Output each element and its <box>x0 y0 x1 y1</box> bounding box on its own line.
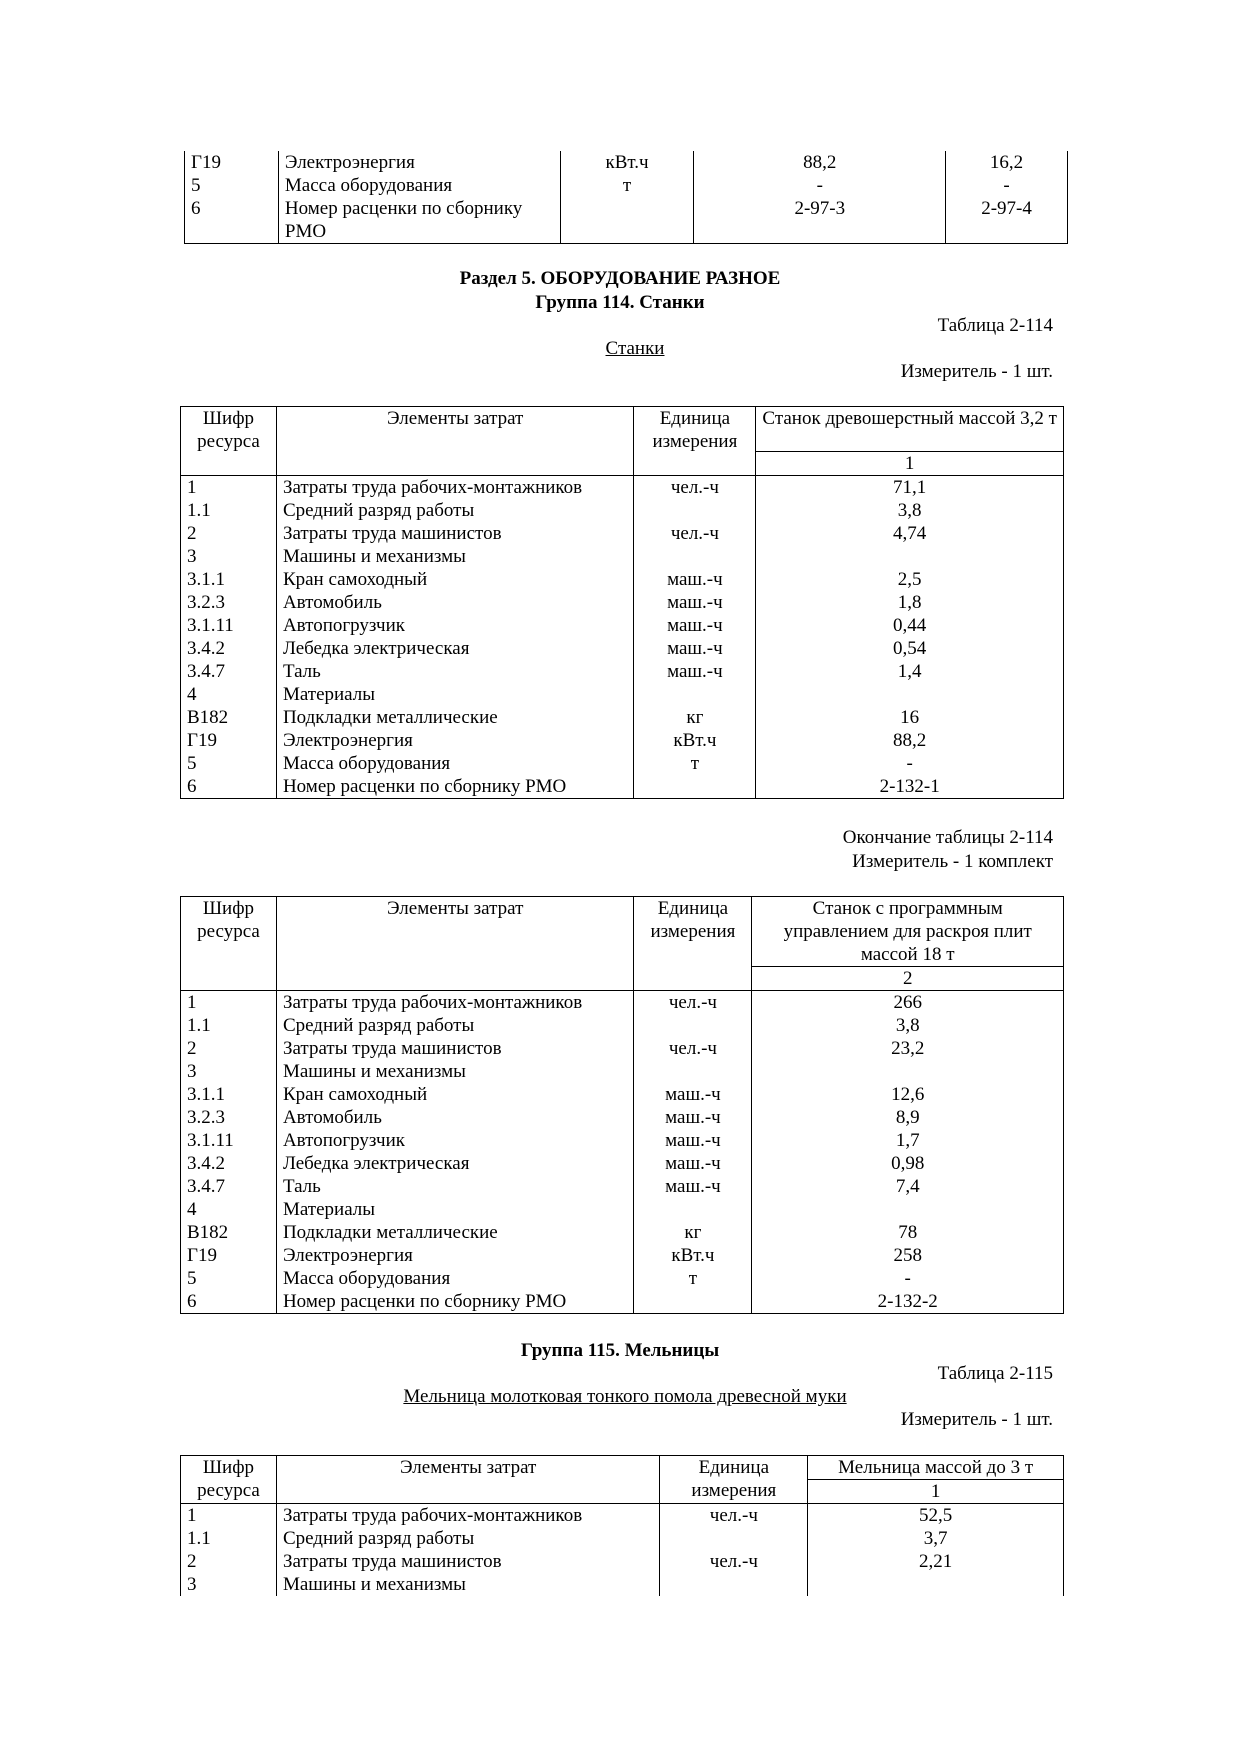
cell-code: 3.4.2 <box>181 1152 277 1175</box>
cell-value-2: 2-97-4 <box>946 197 1068 244</box>
cell-name: Электроэнергия <box>276 729 633 752</box>
cell-name: Затраты труда машинистов <box>276 1550 659 1573</box>
cell-code: 6 <box>181 1290 277 1314</box>
cell-name: Материалы <box>276 683 633 706</box>
cell-name: Автопогрузчик <box>276 614 633 637</box>
cell-value: 4,74 <box>756 522 1064 545</box>
cell-value: 7,4 <box>752 1175 1064 1198</box>
table-row <box>181 752 1064 775</box>
cell-code: 3 <box>181 1060 277 1083</box>
cell-name: Машины и механизмы <box>276 1573 659 1596</box>
cell-value: 2-132-1 <box>756 775 1064 799</box>
table-row <box>181 1527 1064 1550</box>
cell-name: Лебедка электрическая <box>276 637 633 660</box>
head-name: Элементы затрат <box>276 1456 659 1504</box>
cell-name: Автомобиль <box>276 591 633 614</box>
head-value: Станок древошерстный массой 3,2 т <box>756 407 1064 452</box>
cell-unit: маш.-ч <box>634 1106 752 1129</box>
head-col-num: 1 <box>808 1480 1064 1504</box>
cell-value: 1,4 <box>756 660 1064 683</box>
cell-unit <box>634 1014 752 1037</box>
cell-unit: чел.-ч <box>660 1550 808 1573</box>
table-row <box>181 660 1064 683</box>
cell-value: 3,7 <box>808 1527 1064 1550</box>
table-row <box>181 775 1064 799</box>
cell-code: Г19 <box>181 1244 277 1267</box>
table-row <box>181 614 1064 637</box>
cell-value-2: - <box>946 174 1068 197</box>
cell-unit: чел.-ч <box>660 1504 808 1528</box>
cell-unit <box>634 1290 752 1314</box>
table-row <box>181 545 1064 568</box>
meter-label-2: Измеритель - 1 комплект <box>852 851 1053 872</box>
cell-unit <box>634 545 756 568</box>
cell-unit: кВт.ч <box>560 151 694 174</box>
table-row <box>185 174 1068 197</box>
cell-name: Электроэнергия <box>278 151 560 174</box>
cell-unit <box>560 197 694 244</box>
table-row <box>181 1175 1064 1198</box>
cell-code: 1 <box>181 991 277 1015</box>
cell-code: 3.4.7 <box>181 1175 277 1198</box>
table-row <box>181 1060 1064 1083</box>
cell-name: Автопогрузчик <box>276 1129 634 1152</box>
cell-code: 3.1.1 <box>181 568 277 591</box>
cell-value-1: - <box>694 174 946 197</box>
table-row <box>181 1083 1064 1106</box>
table-row <box>181 729 1064 752</box>
cell-unit <box>634 499 756 522</box>
cell-value: 3,8 <box>752 1014 1064 1037</box>
table-row <box>181 991 1064 1015</box>
table-row <box>181 637 1064 660</box>
cell-name: Номер расценки по сборнику РМО <box>278 197 560 244</box>
cell-unit: кг <box>634 1221 752 1244</box>
cell-value: 2,5 <box>756 568 1064 591</box>
cell-code: 3.4.2 <box>181 637 277 660</box>
head-code: Шифр ресурса <box>181 407 277 476</box>
cell-value: 266 <box>752 991 1064 1015</box>
cell-unit: т <box>634 752 756 775</box>
cell-value <box>752 1060 1064 1083</box>
table-continuation-label: Окончание таблицы 2-114 <box>842 827 1053 848</box>
cell-value: 1,8 <box>756 591 1064 614</box>
table-row <box>185 151 1068 174</box>
cell-unit: т <box>560 174 694 197</box>
cell-code: В182 <box>181 1221 277 1244</box>
cell-code: 1.1 <box>181 1014 277 1037</box>
cell-code: 4 <box>181 683 277 706</box>
cell-value <box>756 545 1064 568</box>
cell-unit: чел.-ч <box>634 476 756 500</box>
cell-code: 6 <box>181 775 277 799</box>
table-row <box>181 1504 1064 1528</box>
cell-name: Подкладки металлические <box>276 706 633 729</box>
cell-unit <box>660 1527 808 1550</box>
cell-name: Затраты труда рабочих-монтажников <box>276 991 634 1015</box>
cell-unit <box>634 683 756 706</box>
table-row <box>181 1550 1064 1573</box>
cell-name: Лебедка электрическая <box>276 1152 634 1175</box>
cell-value <box>808 1573 1064 1596</box>
table-row <box>181 683 1064 706</box>
table-row <box>181 1106 1064 1129</box>
head-value: Мельница массой до 3 т <box>808 1456 1064 1480</box>
cell-name: Затраты труда машинистов <box>276 1037 634 1060</box>
cell-value <box>756 683 1064 706</box>
cell-name: Средний разряд работы <box>276 499 633 522</box>
cell-value-1: 2-97-3 <box>694 197 946 244</box>
cell-code: Г19 <box>185 151 279 174</box>
cell-unit: маш.-ч <box>634 1175 752 1198</box>
table-subject-115: Мельница молотковая тонкого помола древесной муки <box>403 1386 847 1407</box>
table-row <box>185 197 1068 244</box>
cell-value: 3,8 <box>756 499 1064 522</box>
cell-value-2: 16,2 <box>946 151 1068 174</box>
cell-value: 88,2 <box>756 729 1064 752</box>
cell-name: Автомобиль <box>276 1106 634 1129</box>
table-row <box>181 522 1064 545</box>
head-unit: Единица измерения <box>634 407 756 476</box>
cell-code: 1 <box>181 1504 277 1528</box>
table-2-114-end <box>180 896 1064 1314</box>
cell-unit: маш.-ч <box>634 1083 752 1106</box>
cell-unit: маш.-ч <box>634 660 756 683</box>
head-unit: Единица измерения <box>660 1456 808 1504</box>
table-row <box>181 1014 1064 1037</box>
cell-name: Машины и механизмы <box>276 545 633 568</box>
cell-value: 78 <box>752 1221 1064 1244</box>
head-unit: Единица измерения <box>634 897 752 991</box>
cell-name: Затраты труда рабочих-монтажников <box>276 476 633 500</box>
cell-code: 3.1.11 <box>181 614 277 637</box>
head-code: Шифр ресурса <box>181 897 277 991</box>
head-col-num: 1 <box>756 452 1064 476</box>
cell-code: 6 <box>185 197 279 244</box>
table-row <box>181 1198 1064 1221</box>
cell-value: - <box>756 752 1064 775</box>
cell-unit: кВт.ч <box>634 1244 752 1267</box>
cell-unit: маш.-ч <box>634 1152 752 1175</box>
cell-code: В182 <box>181 706 277 729</box>
section-title: Раздел 5. ОБОРУДОВАНИЕ РАЗНОЕ <box>459 268 781 289</box>
table-label-115: Таблица 2-115 <box>937 1363 1053 1384</box>
cell-value: 258 <box>752 1244 1064 1267</box>
table-row <box>181 1129 1064 1152</box>
cell-code: 1 <box>181 476 277 500</box>
cell-value-1: 88,2 <box>694 151 946 174</box>
table-row <box>181 1152 1064 1175</box>
cell-code: 3.1.1 <box>181 1083 277 1106</box>
cell-name: Масса оборудования <box>278 174 560 197</box>
cell-name: Затраты труда рабочих-монтажников <box>276 1504 659 1528</box>
cell-code: Г19 <box>181 729 277 752</box>
table-row <box>181 1290 1064 1314</box>
cell-value: 23,2 <box>752 1037 1064 1060</box>
cell-value <box>752 1198 1064 1221</box>
table-row <box>181 1221 1064 1244</box>
cell-name: Номер расценки по сборнику РМО <box>276 1290 634 1314</box>
table-row <box>181 1037 1064 1060</box>
cell-unit: кВт.ч <box>634 729 756 752</box>
head-col-num: 2 <box>752 967 1064 991</box>
cell-value: 0,98 <box>752 1152 1064 1175</box>
cell-code: 3.4.7 <box>181 660 277 683</box>
cell-unit: маш.-ч <box>634 637 756 660</box>
cell-name: Материалы <box>276 1198 634 1221</box>
group-title: Группа 114. Станки <box>535 292 705 313</box>
cell-unit: кг <box>634 706 756 729</box>
cell-name: Номер расценки по сборнику РМО <box>276 775 633 799</box>
cell-unit: чел.-ч <box>634 991 752 1015</box>
table-row <box>181 1244 1064 1267</box>
cell-unit: маш.-ч <box>634 614 756 637</box>
cell-value: 2-132-2 <box>752 1290 1064 1314</box>
cell-code: 1.1 <box>181 499 277 522</box>
head-code: Шифр ресурса <box>181 1456 277 1504</box>
meter-label-115: Измеритель - 1 шт. <box>900 1409 1053 1430</box>
cell-code: 5 <box>185 174 279 197</box>
head-value: Станок с программным управлением для раскроя плит массой 18 т <box>752 897 1064 967</box>
cell-unit: чел.-ч <box>634 522 756 545</box>
cell-value: 2,21 <box>808 1550 1064 1573</box>
table-label: Таблица 2-114 <box>937 315 1053 336</box>
cell-code: 2 <box>181 522 277 545</box>
head-name: Элементы затрат <box>276 407 633 476</box>
cell-code: 3 <box>181 545 277 568</box>
table-2-115 <box>180 1455 1064 1596</box>
table-row <box>181 568 1064 591</box>
table-row <box>181 706 1064 729</box>
cell-code: 2 <box>181 1037 277 1060</box>
table-2-114 <box>180 406 1064 799</box>
cell-code: 2 <box>181 1550 277 1573</box>
cell-code: 4 <box>181 1198 277 1221</box>
group-title-115: Группа 115. Мельницы <box>520 1340 720 1361</box>
cell-unit <box>634 1060 752 1083</box>
cell-code: 5 <box>181 752 277 775</box>
cell-unit <box>660 1573 808 1596</box>
cell-name: Затраты труда машинистов <box>276 522 633 545</box>
top-table <box>184 151 1068 244</box>
cell-name: Таль <box>276 1175 634 1198</box>
table-row <box>181 476 1064 500</box>
cell-value: 0,44 <box>756 614 1064 637</box>
cell-value: 1,7 <box>752 1129 1064 1152</box>
cell-code: 3.1.11 <box>181 1129 277 1152</box>
cell-value: 71,1 <box>756 476 1064 500</box>
table-row <box>181 1267 1064 1290</box>
cell-name: Подкладки металлические <box>276 1221 634 1244</box>
cell-value: 12,6 <box>752 1083 1064 1106</box>
cell-name: Таль <box>276 660 633 683</box>
cell-value: 0,54 <box>756 637 1064 660</box>
cell-unit: маш.-ч <box>634 591 756 614</box>
cell-code: 3 <box>181 1573 277 1596</box>
cell-name: Средний разряд работы <box>276 1527 659 1550</box>
head-name: Элементы затрат <box>276 897 634 991</box>
cell-name: Масса оборудования <box>276 1267 634 1290</box>
cell-unit: т <box>634 1267 752 1290</box>
cell-code: 3.2.3 <box>181 1106 277 1129</box>
cell-value: - <box>752 1267 1064 1290</box>
cell-unit <box>634 775 756 799</box>
table-row <box>181 1573 1064 1596</box>
cell-unit: маш.-ч <box>634 1129 752 1152</box>
cell-value: 16 <box>756 706 1064 729</box>
cell-code: 1.1 <box>181 1527 277 1550</box>
meter-label: Измеритель - 1 шт. <box>900 361 1053 382</box>
cell-name: Машины и механизмы <box>276 1060 634 1083</box>
cell-unit: чел.-ч <box>634 1037 752 1060</box>
cell-name: Кран самоходный <box>276 1083 634 1106</box>
table-row <box>181 499 1064 522</box>
cell-code: 3.2.3 <box>181 591 277 614</box>
cell-name: Кран самоходный <box>276 568 633 591</box>
table-row <box>181 591 1064 614</box>
cell-value: 8,9 <box>752 1106 1064 1129</box>
cell-unit <box>634 1198 752 1221</box>
cell-code: 5 <box>181 1267 277 1290</box>
cell-name: Электроэнергия <box>276 1244 634 1267</box>
cell-value: 52,5 <box>808 1504 1064 1528</box>
table-subject: Станки <box>605 338 665 359</box>
cell-unit: маш.-ч <box>634 568 756 591</box>
cell-name: Средний разряд работы <box>276 1014 634 1037</box>
cell-name: Масса оборудования <box>276 752 633 775</box>
